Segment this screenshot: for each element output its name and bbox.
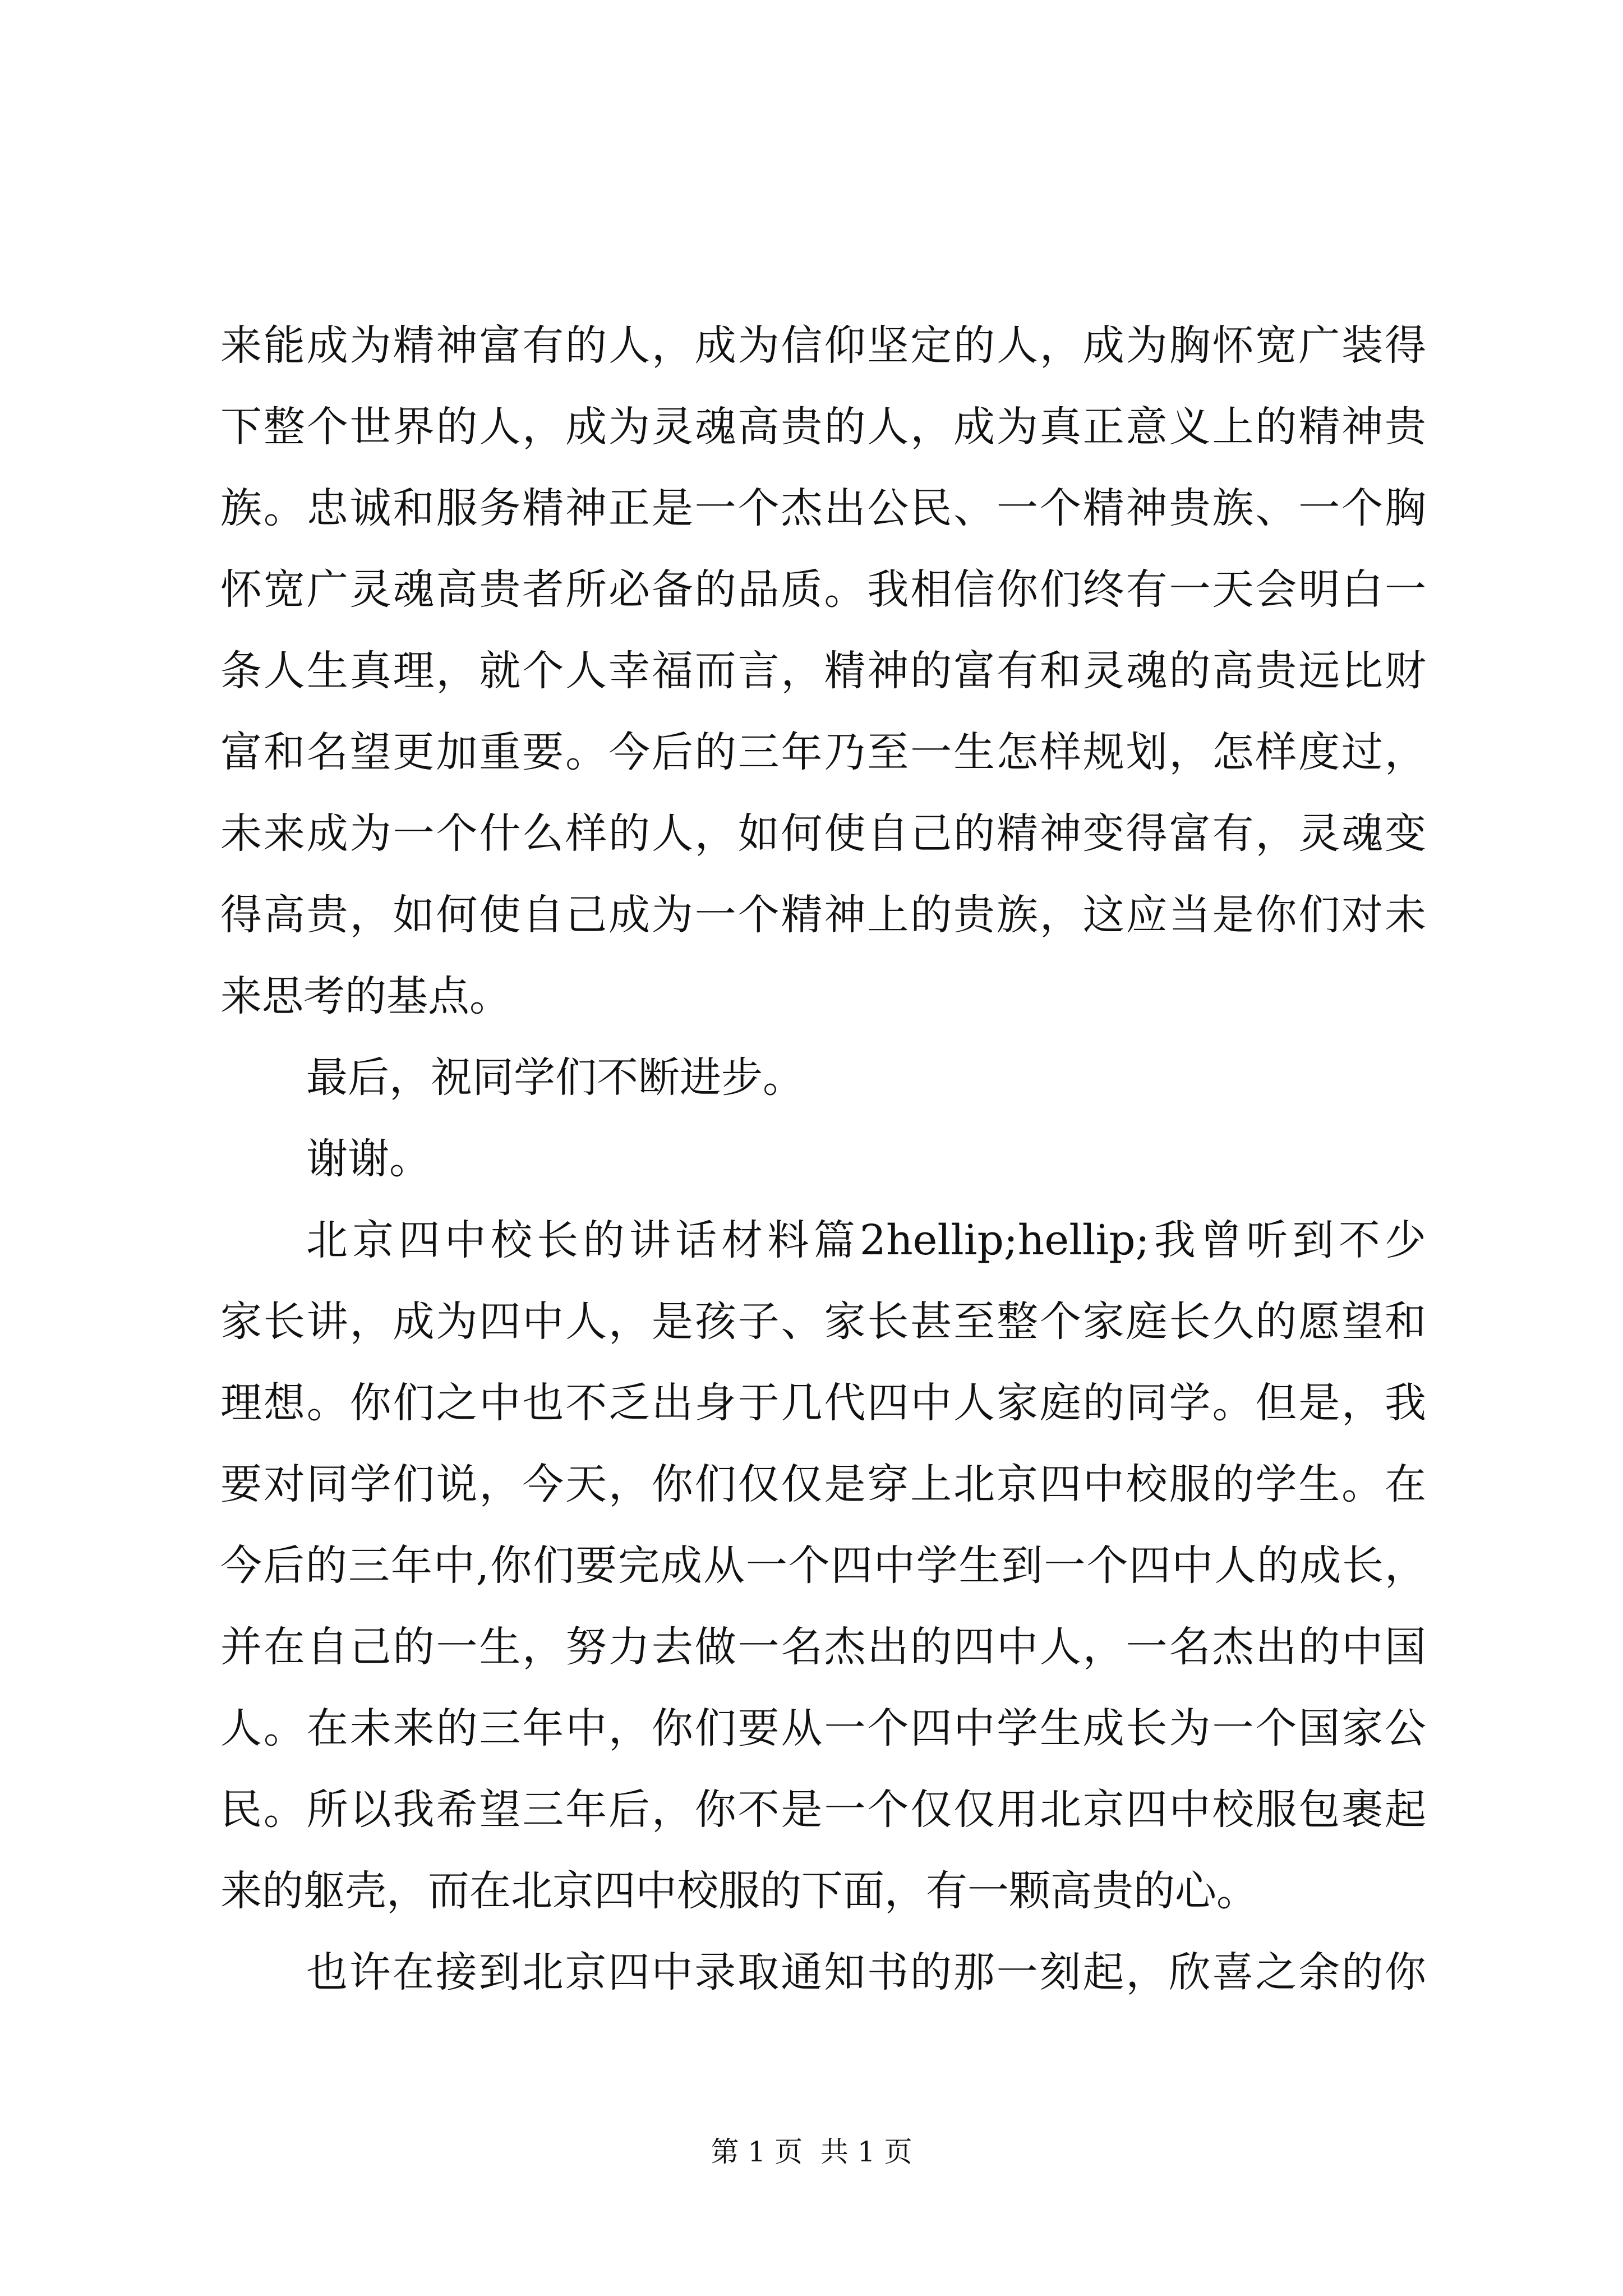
text-line: 今后的三年中,你们要完成从一个四中学生到一个四中人的成长， bbox=[220, 1542, 1426, 1590]
text-line: 来能成为精神富有的人，成为信仰坚定的人，成为胸怀宽广装得 bbox=[220, 321, 1426, 370]
text-line: 北京四中校长的讲话材料篇2hellip;hellip;我曾听到不少 bbox=[306, 1216, 1426, 1264]
text-line: 最后，祝同学们不断进步。 bbox=[306, 1053, 804, 1102]
text-line: 谢谢。 bbox=[306, 1135, 431, 1183]
text-line: 人。在未来的三年中，你们要从一个四中学生成长为一个国家公 bbox=[220, 1704, 1426, 1752]
page-footer: 第 1 页 共 1 页 bbox=[711, 2136, 912, 2168]
paragraph bbox=[220, 1200, 1426, 1932]
paragraph bbox=[220, 1932, 1426, 2013]
text-line: 家长讲，成为四中人，是孩子、家长甚至整个家庭长久的愿望和 bbox=[220, 1297, 1426, 1346]
text-line: 条人生真理，就个人幸福而言，精神的富有和灵魂的高贵远比财 bbox=[220, 647, 1426, 695]
text-line: 来的躯壳，而在北京四中校服的下面，有一颗高贵的心。 bbox=[220, 1867, 1258, 1915]
text-line: 理想。你们之中也不乏出身于几代四中人家庭的同学。但是，我 bbox=[220, 1379, 1426, 1427]
text-line: 未来成为一个什么样的人，如何使自己的精神变得富有，灵魂变 bbox=[220, 809, 1426, 858]
text-line: 并在自己的一生，努力去做一名杰出的四中人，一名杰出的中国 bbox=[220, 1623, 1426, 1671]
paragraph bbox=[220, 1119, 1426, 1200]
text-line: 也许在接到北京四中录取通知书的那一刻起，欣喜之余的你 bbox=[306, 1948, 1426, 1996]
paragraph bbox=[220, 1037, 1426, 1119]
text-line: 来思考的基点。 bbox=[220, 972, 511, 1020]
text-line: 民。所以我希望三年后，你不是一个仅仅用北京四中校服包裹起 bbox=[220, 1786, 1426, 1834]
text-line: 族。忠诚和服务精神正是一个杰出公民、一个精神贵族、一个胸 bbox=[220, 484, 1426, 532]
text-line: 富和名望更加重要。今后的三年乃至一生怎样规划，怎样度过， bbox=[220, 728, 1426, 776]
text-line: 要对同学们说，今天，你们仅仅是穿上北京四中校服的学生。在 bbox=[220, 1460, 1426, 1508]
paragraph bbox=[220, 305, 1426, 1037]
document-body bbox=[220, 305, 1426, 2013]
text-line: 怀宽广灵魂高贵者所必备的品质。我相信你们终有一天会明白一 bbox=[220, 565, 1426, 614]
text-line: 下整个世界的人，成为灵魂高贵的人，成为真正意义上的精神贵 bbox=[220, 403, 1426, 451]
text-line: 得高贵，如何使自己成为一个精神上的贵族，这应当是你们对未 bbox=[220, 891, 1426, 939]
